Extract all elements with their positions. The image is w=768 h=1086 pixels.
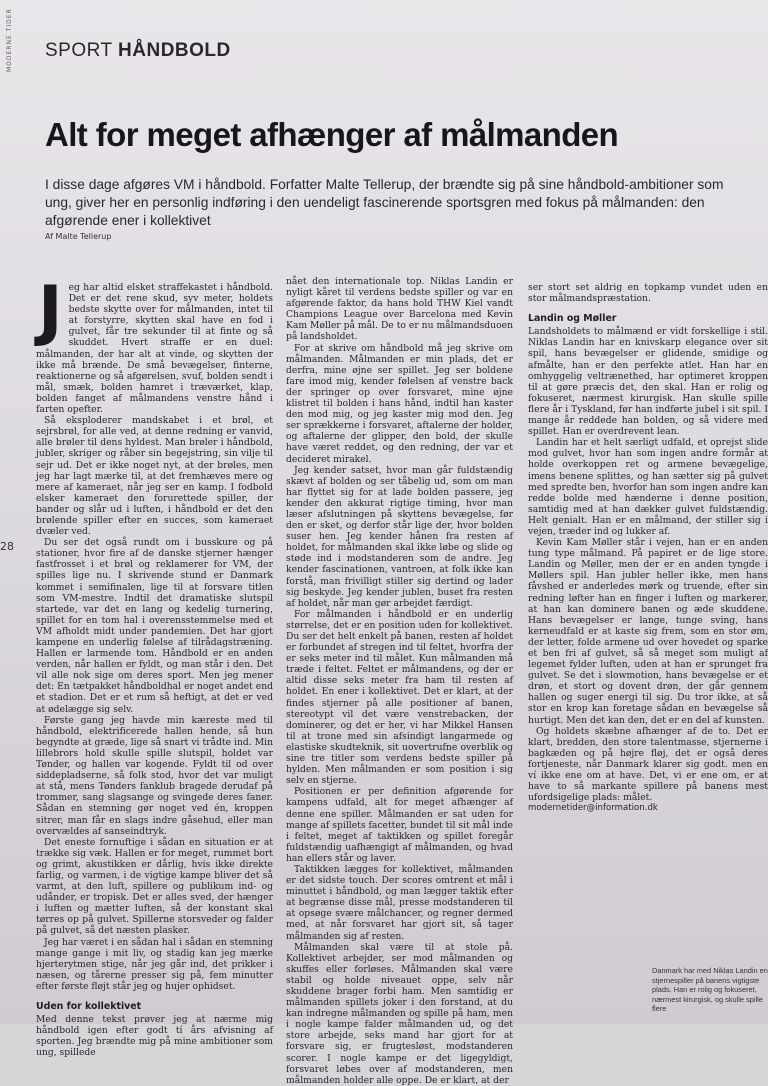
byline: Af Malte Tellerup [45,232,112,241]
paragraph: Landin har et helt særligt udfald, et oprejst slide mod gulvet, hvor han som ingen andre formår at holde overkoppen ret og armene bevægelige, imens benene splittes, og han sætter sig på gulvet med spredte ben, hvorfor han som ingen andre kan redde bolde med hænderne i denne position, samtidig med at han dækker gulvet fuldstændig. Helt genialt. Han er en målmand, der stiller sig i vejen, træder ind og lukker af. [528,437,768,537]
paragraph: Det eneste fornuftige i sådan en situation er at trække sig væk. Hallen er for meget, rummet bort og grimt, akustikken er dårlig, hvis ikke direkte farlig, og varmen, i de vigtige kampe bliver det så varmt, at den luft, spillere og publikum ind- og udånder, er tropisk. Det er alles sved, der hænger i luften og mætter luften, så der konstant skal tørres op på gulvet. Spillerne storsveder og falder på gulvet, så det næsten plasker. [36,836,273,937]
paragraph: Så eksploderer mandskabet i et brøl, et sejrsbrøl, for alle ved, at denne redning er vanvid, alle brøler til dens hyldest. Man brøler i håndbold, jubler, skriger og råber sin begejstring, sin vilje til sejr ud. Det er ikke noget nyt, at der brøles, men jeg har lagt mærke til, at det fremhæves mere og mere af kameraet, når jeg ser en kamp. I fodbold elsker kameraet den forurettede spiller, der bander og slår ud i luften, i håndbold er det den brølende spiller efter en succes, som kameraet dvæler ved. [36,415,273,538]
side-label: MODERNE TIDER [6,8,13,72]
column-2 [286,276,513,1086]
page-number: 28 [0,540,14,553]
section-label [45,40,231,62]
paragraph: Positionen er per definition afgørende for kampens udfald, alt for meget afhænger af denne ene spiller. Målmanden er sat uden for mange af spillets facetter, bundet til sit mål inde i feltet, meget af taktikken og spillet foregår fuldstændig uafhængigt af målmanden, og hvad han ellers står og laver. [286,786,513,864]
subheading-landin-og-moller: Landin og Møller [528,313,617,325]
paragraph: Målmanden skal være til at stole på. Kollektivet arbejder, ser mod målmanden og skuffes eller forløses. Målmanden skal være stabil og holde niveauet oppe, selv når skuddene brager forbi ham. Men samtidig er målmanden spillets joker i den forstand, at du kan indregne målmanden og spille på ham, men i nogle kampe falder målmanden ud, og det store arbejde, seks mand har gjort for at forsvare sig, er frugtesløst, modstanderen scorer. I nogle kampe er det ligegyldigt, forsvaret løbes over af modstanderen, men målmanden holder alle oppe. De er klart, at der [286,941,513,1086]
paragraph: For at skrive om håndbold må jeg skrive om målmanden. Målmanden er min plads, det er derfra, mine øjne ser spillet. Jeg ser boldene fare imod mig, kender følelsen af venstre back der springer op over forsvaret, mine øjne klistret til bolden i hans hånd, indtil han kaster den mod mig, og jeg kaster mig mod den. Jeg ser sprækkerne i forsvaret, aftalerne der holder, og aftalerne der glipper, den bold, der skulle have været reddet, og den redning, der var et decideret mirakel. [286,342,513,465]
section-name: SPORT [45,40,113,61]
article-lead: I disse dage afgøres VM i håndbold. Forfatter Malte Tellerup, der brændte sig på sine håndbold-ambitioner som ung, giver her en personlig indføring i den uendeligt fascinerende sportsgren med fokus på målmanden: den afgørende ener i kollektivet [45,177,724,228]
column-1 [36,272,273,1059]
paragraph: Jeg har været i en sådan hal i sådan en stemning mange gange i mit liv, og stadig kan jeg mærke hjerterytmen stige, når jeg går ind, det prikker i næsen, og tårerne presser sig på, fem minutter efter første fløjt står jeg og hujer ophidset. [36,936,273,992]
paragraph: eg har altid elsket straffekastet i håndbold. Det er det rene skud, syv meter, holdets bedste skytte over for målmanden, intet til at forstyrre, skytten skal have en fod i gulvet, får tre sekunder til at finte og så skuddet. Hvert straffe er en duel: målmanden, der har alt at vinde, og skytten der ikke må brænde. De små bevægelser, finterne, reaktionerne og så afgørelsen, svuf, bolden sendt i mål, smæk, bolden hamret i træværket, klap, bolden fanget af målmandens venstre hånd i farten opefter. [36,282,273,416]
drop-cap: J [38,272,63,349]
paragraph: Og holdets skæbne afhænger af de to. Det er klart, bredden, den store talentmasse, stjernerne i bagkæden og på højre fløj, det er også deres fortjeneste, når Danmark klarer sig godt. men en ví ikke ene om at have. Det, vi er ene om, er at have to så markante spillere på banens mest ufordsigelige plads: målet. [528,725,768,804]
paragraph: Kevin Kam Møller står i vejen, han er en anden tung type målmand. På papiret er de lige store. Landin og Møller, men der er en anden tyngde i Møllers spil. Han jubler heller ikke, men hans fåvshed er anderledes mørk og truende, efter sin redning løfter han en finger i luften og markerer, at han kan dominere banen og æde skuddene. Hans bevægelser er lange, tunge sving, hans kerneudfald er at kaste sig frem, som en stor øm, der letter, folde armene ud over hovedet og sparke et ben fri af gulvet, så så meget som muligt af legemet fylder luften, uden at han er sprunget fra gulvet. Se det i slowmotion, hans bevægelse er et drøn, et stort og dovent drøn, der går gennem hallen og suger energi til sig. Du tror ikke, at så stor en krop kan foretage sådan en bevægelse så hurtigt. Men det kan den, det er en del af kunsten. [528,537,768,726]
paragraph: Landsholdets to målmænd er vidt forskellige i stil. Niklas Landin har en knivskarp elegance over sit spil, hans bevægelser er glidende, smidige og afmålte, han er den perfekte atlet. Han har en omhyggelig veltrænethed, har optimeret kroppen til at gøre præcis det, den skal. Han er rolig og fokuseret, nærmest kirurgisk. Han skulle spille flere år i Tyskland, før han indførte jubel i sit spil. I mange år reddede han bolden, og så videre med spillet. Han er overdrevent lean. [528,326,768,438]
paragraph: For målmanden i håndbold er en underlig størrelse, det er en position uden for kollektivet. Du ser det helt enkelt på banen, resten af holdet er forbundet af stregen ind til feltet, hvorfra der er seks meter ind til målet. Kun målmanden må træde i feltet. Feltet er målmandens, og der er altid disse seks meter fra ham til resten af holdet. En ener i kollektivet. Det er klart, at der findes stjerner på alle positioner af banen, stereotypt vil det være venstrebacken, der dominerer, og det er her, vi har Mikkel Hansen til at trone med sin afsindigt langarmede og elastiske skudteknik, sit uovertrufne overblik og sine tre titler som verdens bedste spiller på hylden. Men målmanden er som position i sig selv en stjerne. [286,608,513,787]
subsection-name: HÅNDBOLD [118,40,231,61]
paragraph: Du ser det også rundt om i busskure og på stationer, hvor fire af de danske stjerner hænger fastfrosset i et brøl og reklamerer for VM, der spilles lige nu. I skrivende stund er Danmark kommet i semifinalen, lige til at forsvare titlen som VM-mestre. Indtil det dramatiske slutspil startede, var det en lang og kedelig turnering, spillet for en tom hal i overensstemmelse med et VM afholdt midt under pandemien. Det har gjort kampene en underlig følelse af tilrådagstræning. Hallen er larmende tom. Håndbold er en anden verden, når hallen er fyldt, og man står i den. Det vil alle nok sige om deres sport. Men jeg mener det: En tætpakket håndboldhal er noget andet end et stadion. Det er et rum så heftigt, at det er ved at ødelægge sig selv. [36,537,273,715]
paragraph: nået den internationale top. Niklas Landin er nyligt kåret til verdens bedste spiller og var en afgørende faktor, da hans hold THW Kiel vandt Champions League over Barcelona med Kevin Kam Møller på mål. De to er nu målmandsduoen på landsholdet. [286,276,513,343]
paragraph: Med denne tekst prøver jeg at nærme mig håndbold igen efter godt tí års afvisning af sporten. Jeg brændte mig på mine ambitioner som ung, spillede [36,1014,273,1059]
column-3 [528,282,768,814]
article-title: Alt for meget afhænger af målmanden [45,116,619,153]
paragraph: ser stort set aldrig en topkamp vundet uden en stor målmandspræstation. [528,282,768,305]
paragraph: Taktikken lægges for kollektivet, målmanden er det sidste touch. Der scores omtrent et mål i minuttet i håndbold, og man lægger taktik efter at begrænse disse mål, presse modstanderen til at opsøge svære målchancer, og regner dermed med, at når forsvaret har gjort sit, så tager målmanden sig af resten. [286,863,513,942]
author-email: modernetider@information.dk [528,803,658,814]
photo-caption: Danmark har med Niklas Landin en stjernespiller på banens vigtigste plads. Han er rolig og fokuseret, nærmest kirurgisk, og skulle spille flere [652,966,768,1013]
paragraph: Første gang jeg havde min kæreste med til håndbold, elektrificerede hallen hende, så hun begyndte at græde, lige så snart vi trådte ind. Min lillebrors hold skulle spille slutspil, holdet var Tønder, og hallen var kogende. Fyldt til od over siddepladserne, så folk stod, hvor det var muligt at stå, mens Tønders fanklub bragede derudaf på trommer, sang slagsange og svingede deres faner. Sådan en stemning gør noget ved én, kroppen sitrer, man får en slags indre gåsehud, eller man overvældes af sanseindtryk. [36,714,273,837]
paragraph: Jeg kender satset, hvor man går fuldstændig skævt af bolden og ser tåbelig ud, som om man har flyttet sig for at lade bolden passere, jeg kender den akkurat rigtige timing, hvor man læser afslutningen på skyttens bevægelse, før den er sket, og derfor står lige der, hvor bolden suser hen. Jeg kender hånen fra resten af holdet, for målmanden skal ikke løbe og slide og støde ind i modstanderen som de andre. Jeg kender fascinationen, vantroen, at folk ikke kan forstå, man frivilligt stiller sig dertind og lader sig beskyde. Jeg kender jublen, buset fra resten af holdet, når man gør arbejdet færdigt. [286,464,513,609]
subheading-uden-for-kollektivet: Uden for kollektivet [36,1001,142,1012]
